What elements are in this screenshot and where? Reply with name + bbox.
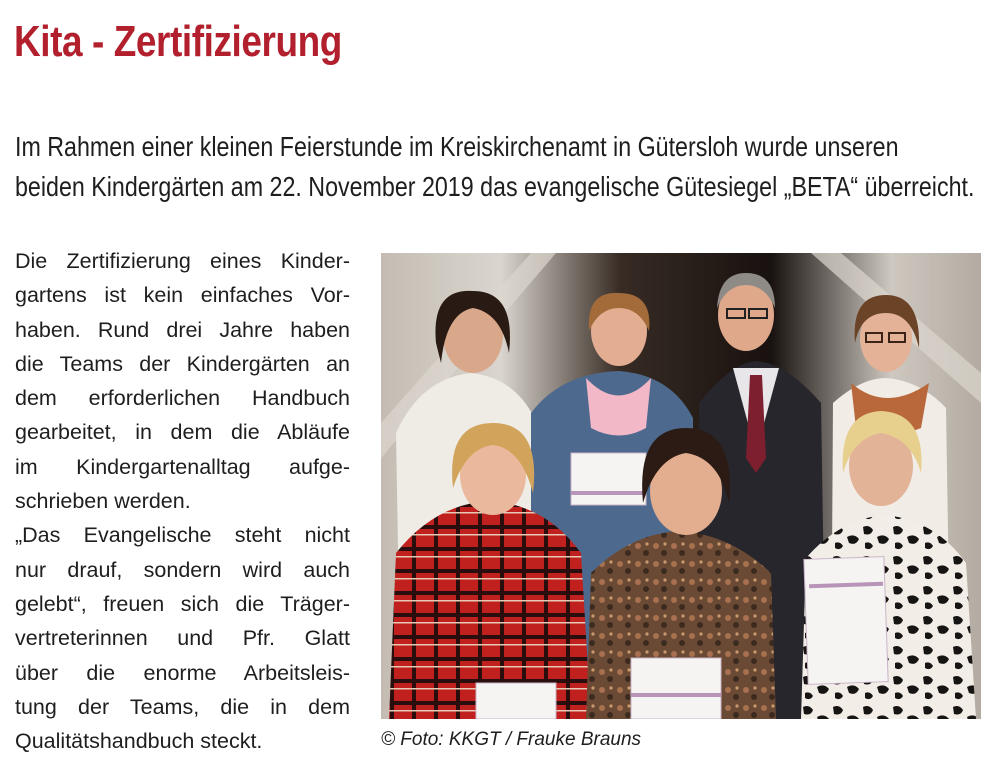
body-line: tung der Teams, die in dem	[15, 694, 350, 719]
lead-line: beiden Kindergärten am 22. November 2019 das evangelische Gütesiegel „BETA“ überreicht.	[15, 171, 975, 202]
body-line: gearbeitet, in dem die Abläufe	[15, 420, 350, 445]
group-photo	[381, 253, 981, 719]
group-photo-illustration	[381, 253, 981, 719]
body-line: vertreterinnen und Pfr. Glatt	[15, 626, 350, 651]
article-title: Kita - Zertifizierung	[14, 17, 342, 66]
article-lead	[15, 127, 975, 207]
body-line: haben. Rund drei Jahre haben	[15, 317, 350, 342]
body-line: dem erforderlichen Handbuch	[15, 386, 350, 411]
body-line: Die Zertifizierung eines Kinder-	[15, 249, 350, 273]
body-line: die Teams der Kindergärten an	[15, 351, 350, 376]
body-line: gartens ist kein einfaches Vor-	[15, 283, 350, 308]
lead-line: Im Rahmen einer kleinen Feierstunde im Kreiskirchenamt in Gütersloh wurde unseren	[15, 131, 899, 162]
body-line: „Das Evangelische steht nicht	[15, 523, 350, 548]
article-body	[15, 244, 350, 758]
body-line: Qualitätshandbuch steckt.	[15, 729, 263, 754]
photo-caption: © Foto: KKGT / Frauke Brauns	[381, 729, 642, 750]
body-line: schrieben werden.	[15, 489, 191, 514]
body-line: im Kindergartenalltag aufge-	[15, 454, 350, 479]
body-line: nur drauf, sondern wird auch	[15, 557, 350, 582]
body-line: gelebt“, freuen sich die Träger-	[15, 591, 350, 616]
body-line: über die enorme Arbeitsleis-	[15, 660, 350, 685]
